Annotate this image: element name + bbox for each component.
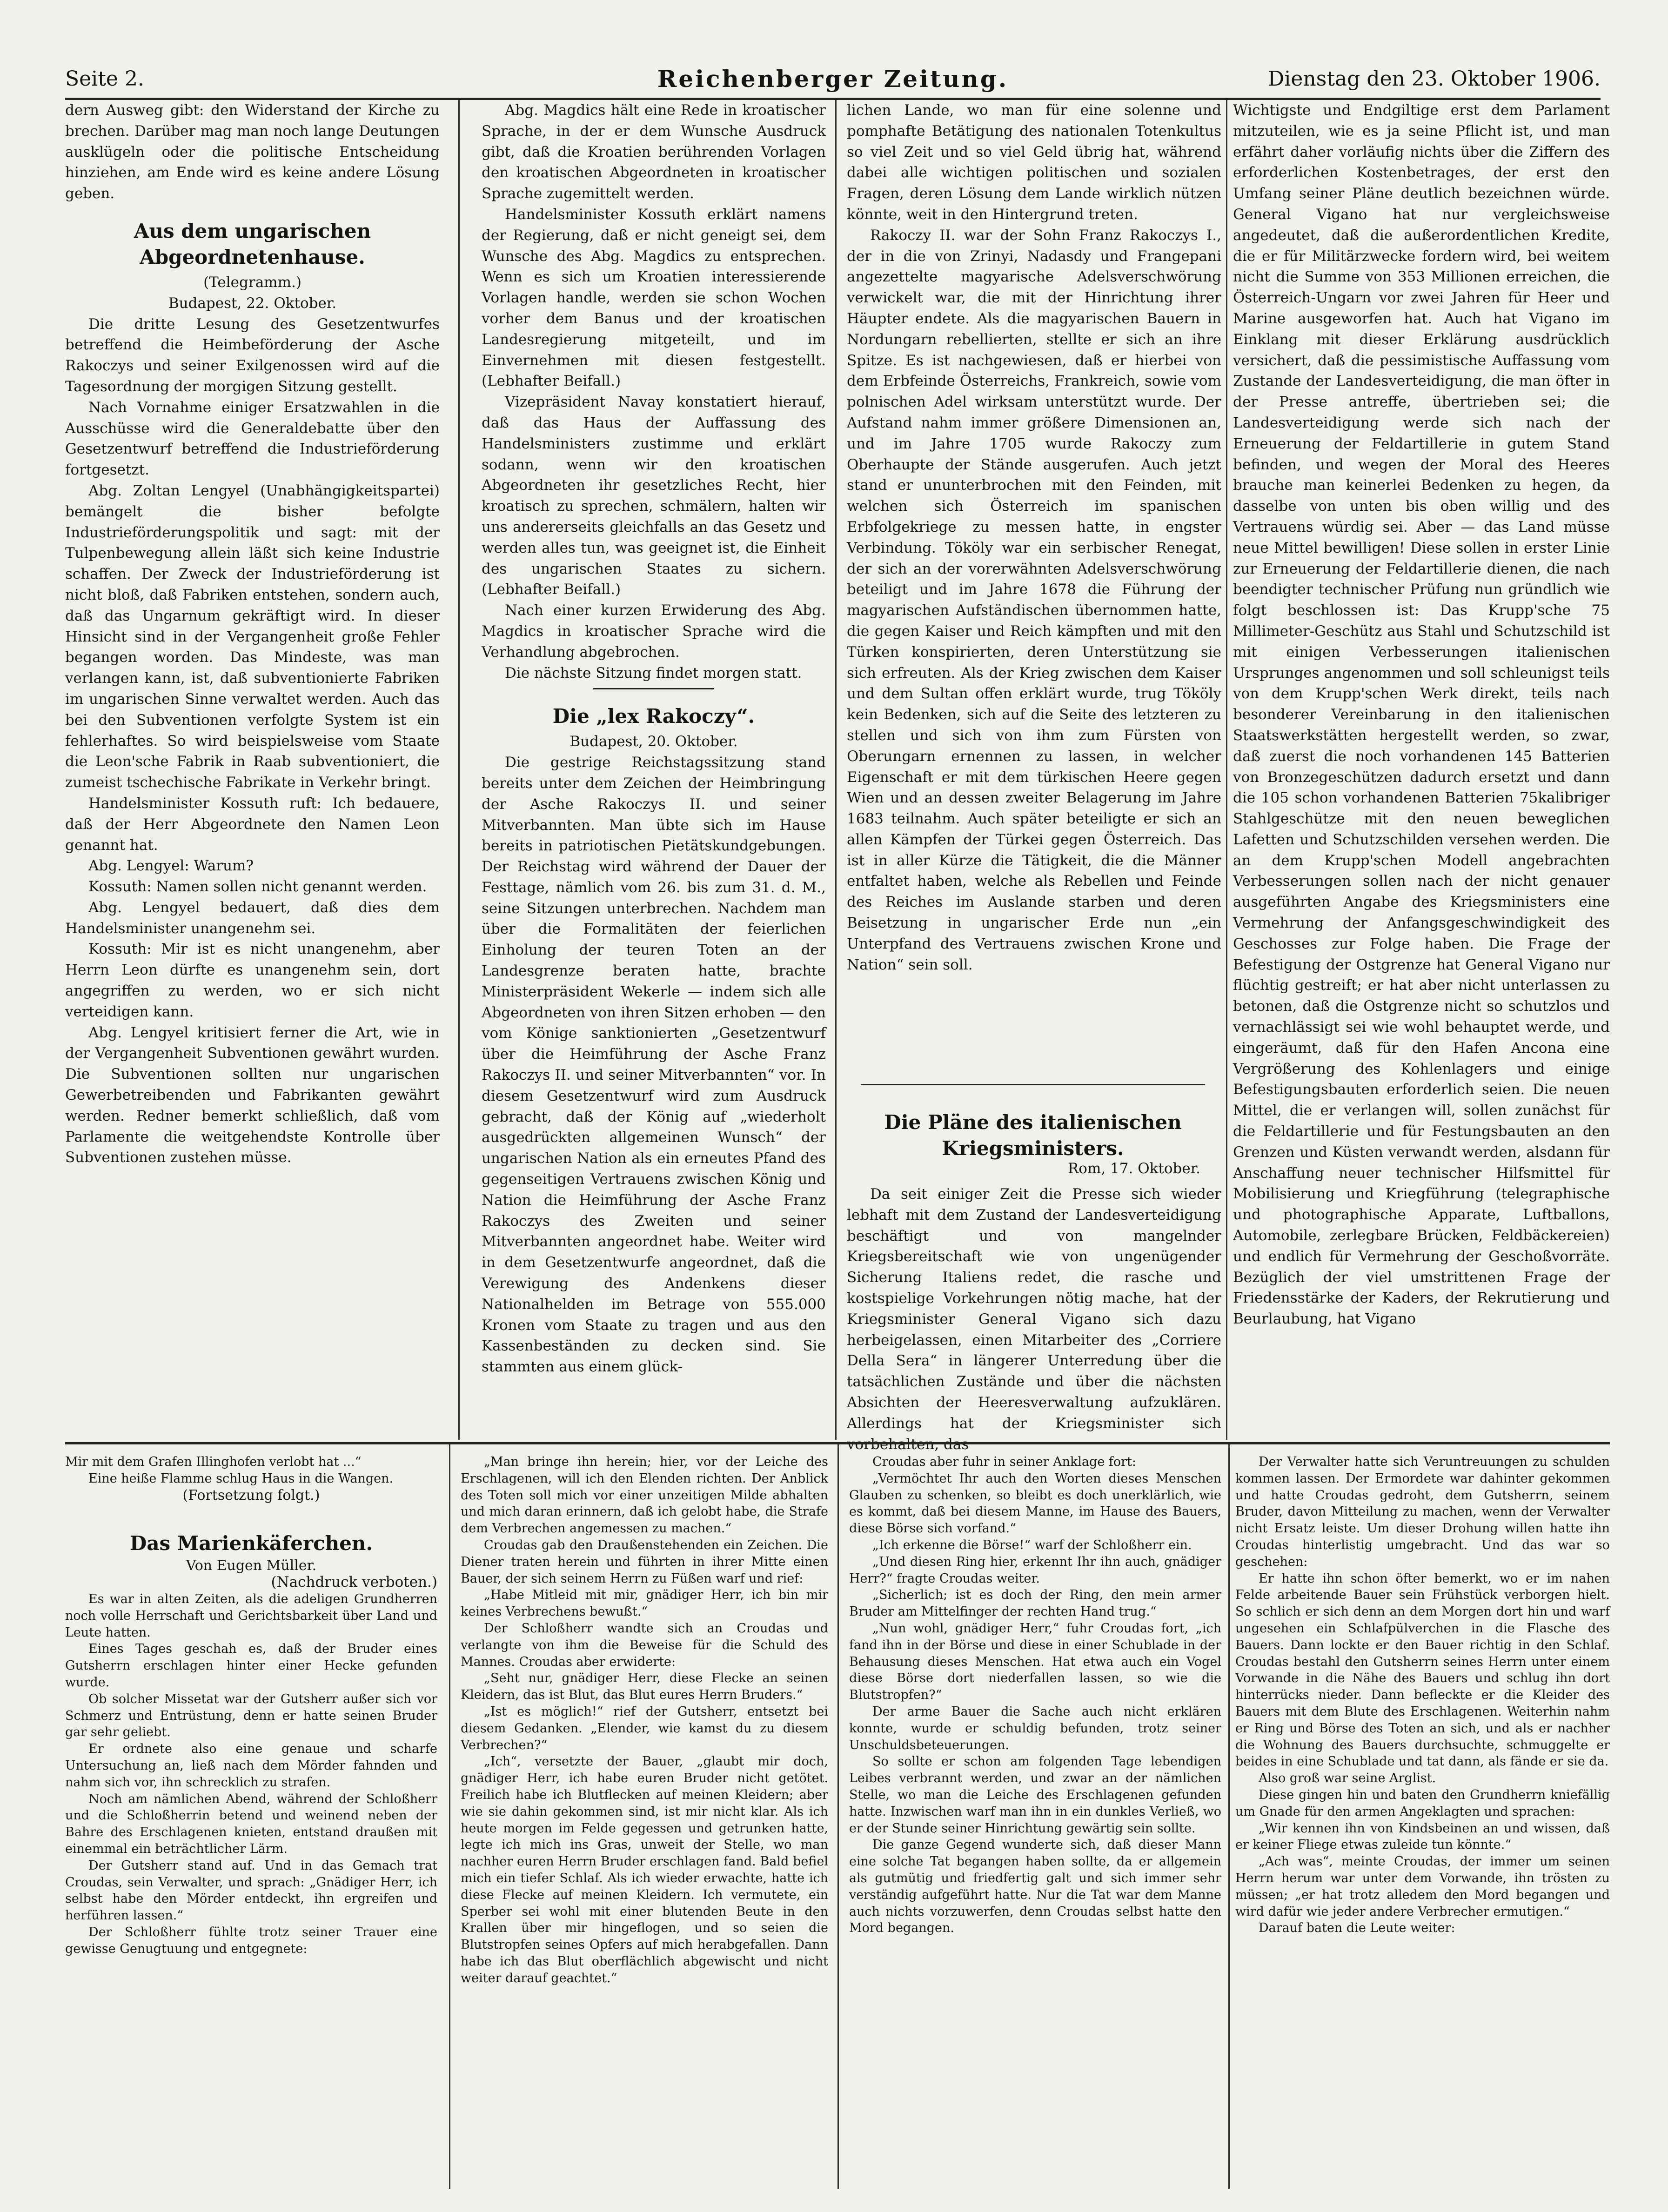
paragraph: „Seht nur, gnädiger Herr, diese Flecke an seinen Kleidern, das ist Blut, das Blut eures Herrn Bruders.“ <box>461 1671 828 1703</box>
paragraph: Darauf baten die Leute weiter: <box>1259 1921 1455 1936</box>
column-1 <box>65 100 440 1440</box>
page-number: Seite 2. <box>65 67 144 91</box>
paragraph: lichen Lande, wo man für eine solenne und pomphafte Betätigung des nationalen Totenkultus so viel Zeit und so viel Geld übrig hat, während dabei alle wichtigen politischen und sozialen Fragen, deren Lösung dem Lande wirklich nützen könnte, weit in den Hintergrund treten. <box>847 102 1221 223</box>
dateline: Budapest, 22. Oktober. <box>168 294 337 312</box>
paragraph: Wichtigste und Endgiltige erst dem Parlament mitzuteilen, wie es ja seine Pflicht ist, und man erfährt daher vorläufig nichts über die Ziffern des erforderlichen Kostenbetrages, der erst den Umfang seiner Pläne deutlich bezeichnen würde. General Vigano hat nur vergleichsweise angedeutet, daß die außerordentlichen Kredite, die er für Militärzwecke fordern wird, bei weitem nicht die Summe von 353 Millionen erreichen, die Österreich-Ungarn vor zwei Jahren für Heer und Marine ausgeworfen hat. Auch hat Vigano im Einklang mit dieser Erklärung ausdrücklich versichert, daß die pessimistische Auffassung vom Zustande der Landesverteidigung, die man öfter in der Presse antreffe, übertrieben sei; die Landesverteidigung werde sich nach der Erneuerung der Feldartillerie in gutem Stand befinden, und wegen der Moral des Heeres brauche man keinerlei Bedenken zu hegen, da dasselbe von unten bis oben willig und des Vertrauens würdig sei. Aber — das Land müsse neue Mittel bewilligen! Diese sollen in erster Linie zur Erneuerung der Feldartillerie dienen, die nach beendigter technischer Prüfung nun gründlich wie folgt beschlossen ist: Das Krupp'sche 75 Millimeter-Geschütz aus Stahl und Schutzschild ist mit einigen Verbesserungen italienischen Ursprunges angenommen und soll schleunigst teils von dem Krupp'schen Werk direkt, teils nach besonderer Vereinbarung in den italienischen Staatswerkstätten hergestellt werden, so zwar, daß zuerst die noch vorhandenen 145 Batterien von Bronzegeschützen dadurch ersetzt und dann die 105 schon vorhandenen Batterien 75kalibriger Stahlgeschütze mit den neuen beweglichen Lafetten und Schutzschilden versehen werden. Die an dem Krupp'schen Modell angebrachten Verbesserungen sollen nach der nicht genauer ausgeführten Angabe des Kriegsministers eine Vermehrung der Anfangsgeschwindigkeit des Geschosses zur Folge haben. Die Frage der Befestigung der Ostgrenze hat General Vigano nur flüchtig gestreift; er hat aber nicht unterlassen zu betonen, daß die Ostgrenze nicht so schutzlos und vernachlässigt sei wie wohl behauptet werde, und eingeräumt, daß für den Hafen Ancona eine Vergrößerung des Kohlenlagers und einige Befestigungsbauten erforderlich seien. Die neuen Mittel, die er verlangen will, sollen zunächst für die Feldartillerie und für Festungsbauten an den Grenzen und Küsten verwandt werden, alsdann für Anschaffung neuer technischer Hilfsmittel für Mobilisierung und Kriegführung (telegraphische und photographische Apparate, Luftballons, Automobile, zerlegbare Brücken, Feldbäckereien) und endlich für Vermehrung der Geschoßvorräte. Bezüglich der viel umstrittenen Frage der Friedensstärke der Kaders, der Rekrutierung und Beurlaubung, hat Vigano <box>1233 102 1610 1328</box>
dateline: Rom, 17. Oktober. <box>1067 1160 1200 1177</box>
column-4 <box>1233 100 1610 1440</box>
column-3-lower <box>847 1184 1221 1453</box>
story-title: Das Marienkäferchen. <box>129 1532 373 1555</box>
paragraph: So sollte er schon am folgenden Tage lebendigen Leibes verbrannt werden, und zwar an der nämlichen Stelle, wo man die Leiche des Erschlagenen gefunden hatte. Inzwischen warf man ihn in ein dunkles Verließ, wo er der Stunde seiner Hinrichtung gewärtig sein sollte. <box>849 1754 1221 1836</box>
story-author: Von Eugen Müller. <box>186 1557 317 1574</box>
dateline: Budapest, 20. Oktober. <box>569 733 738 750</box>
paragraph: „Ach was“, meinte Croudas, der immer um seinen Herrn herum war unter dem Vorwande, ihn trösten zu müssen; „er hat trotz alledem den Mord begangen und wird dafür wie jeder andere Verbrecher ermutigen.“ <box>1235 1854 1610 1919</box>
issue-date: Dienstag den 23. Oktober 1906. <box>1268 67 1601 91</box>
paragraph: Croudas aber fuhr in seiner Anklage fort: <box>872 1455 1136 1469</box>
lower-column-1 <box>65 1454 437 2189</box>
paragraph: „Sicherlich; ist es doch der Ring, den mein armer Bruder am Mittelfinger der rechten Hand trug.“ <box>849 1588 1221 1619</box>
article-headline-lex-rakoczy: Die „lex Rakoczy“. <box>552 705 755 728</box>
paragraph: Die gestrige Reichstagssitzung stand bereits unter dem Zeichen der Heimbringung der Asche Rakoczys II. und seiner Mitverbannten. Man übte sich im Hause bereits in patriotischen Pietätskundgebungen. Der Reichstag wird während der Dauer der Festtage, nämlich vom 26. bis zum 31. d. M., seine Sitzungen unterbrechen. Nachdem man über die Formalitäten der feierlichen Einholung der teuren Toten an der Landesgrenze beraten hatte, brachte Ministerpräsident Wekerle — indem sich alle Abgeordneten von ihren Sitzen erhoben — den vom Könige sanktionierten „Gesetzentwurf über die Heimführung der Asche Franz Rakoczys II. und seiner Mitverbannten“ vor. In diesem Gesetzentwurf wird zum Ausdruck gebracht, daß der König auf „wiederholt ausgedrückten allgemeinen Wunsch“ der ungarischen Nation als ein erneutes Pfand des gegenseitigen Vertrauens zwischen König und Nation die Heimführung der Asche Franz Rakoczys des Zweiten und seiner Mitverbannten angeordnet habe. Weiter wird in dem Gesetzentwurfe angeordnet, daß die Verewigung des Andenkens dieser Nationalhelden im Betrage von 555.000 Kronen vom Staate zu tragen und aus den Kassenbeständen zu decken sind. Sie stammten aus einem glück- <box>482 754 826 1376</box>
paragraph: „Ich“, versetzte der Bauer, „glaubt mir doch, gnädiger Herr, ich habe euren Bruder nicht getötet. Freilich habe ich Blutflecken auf meinen Kleidern; aber wie sie dahin gekommen sind, ist mir nicht klar. Als ich heute morgen im Felde gegessen und getrunken hatte, legte ich mich ins Gras, unweit der Stelle, wo man nachher euren Herrn Bruder erschlagen fand. Bald befiel mich ein tiefer Schlaf. Als ich wieder erwachte, hatte ich diese Flecke auf meinen Kleidern. Ich vermutete, ein Sperber sei wohl mit einer blutenden Beute in den Krallen über mir hingeflogen, und so seien die Blutstropfen seines Opfers auf mich herabgefallen. Dann habe ich das Blut oberflächlich abgewischt und nicht weiter darauf geachtet.“ <box>461 1754 828 1985</box>
paragraph: Er hatte ihn schon öfter bemerkt, wo er im nahen Felde arbeitende Bauer sein Frühstück verborgen hielt. So schlich er sich denn an dem Morgen dort hin und warf ungesehen ein Schlafpülverchen in die Flasche des Bauers. Dann lockte er den Bauer richtig in den Schlaf. Croudas bestahl den Gutsherrn seines Herrn unter einem Vorwande in die Nähe des Bauers und schlug ihn dort hinterrücks nieder. Dann befleckte er die Kleider des Bauers mit dem Blute des Erschlagenen. Weiterhin nahm er Ring und Börse des Toten an sich, und als er nachher die Wohnung des Bauers durchsuchte, schmuggelte er beides in eine Schublade und tat dann, als fände er sie da. <box>1235 1571 1610 1769</box>
paragraph: Nach Vornahme einiger Ersatzwahlen in die Ausschüsse wird die Generaldebatte über den Gesetzentwurf betreffend die Industrieförderung fortgesetzt. <box>65 399 440 479</box>
lower-column-4 <box>1235 1454 1610 2189</box>
article-headline-italien: Die Pläne des italienischen Kriegsministers. <box>884 1111 1182 1160</box>
paragraph: Vizepräsident Navay konstatiert hierauf, daß das Haus der Auffassung des Handelsministers zustimme und erklärt sodann, wenn wir den kroatischen Abgeordneten ihr gesetzliches Recht, hier kroatisch zu sprechen, schmälern, halten wir uns andererseits gleichfalls an das Gesetz und werden alles tun, was geeignet ist, die Einheit des ungarischen Staates zu sichern. (Lebhafter Beifall.) <box>482 394 826 598</box>
paragraph: Die dritte Lesung des Gesetzentwurfes betreffend die Heimbeförderung der Asche Rakoczys und seiner Exilgenossen wird auf die Tagesordnung der morgigen Sitzung gestellt. <box>65 315 440 395</box>
paragraph: „Wir kennen ihn von Kindsbeinen an und wissen, daß er keiner Fliege etwas zuleide tun könnte.“ <box>1235 1821 1610 1852</box>
paragraph: Die ganze Gegend wunderte sich, daß dieser Mann eine solche Tat begangen haben sollte, da er allgemein als gutmütig und friedfertig galt und sich immer sehr verständig aufgeführt hatte. Nur die Tat war dem Manne auch nichts vorzuwerfen, denn Croudas selbst hatte den Mord begangen. <box>849 1838 1221 1936</box>
paragraph: Ob solcher Missetat war der Gutsherr außer sich vor Schmerz und Entrüstung, denn er hatte seinen Bruder gar sehr geliebt. <box>65 1691 437 1740</box>
section-rule <box>861 1084 1205 1085</box>
paragraph: Kossuth: Namen sollen nicht genannt werden. <box>88 878 427 895</box>
paragraph: Rakoczy II. war der Sohn Franz Rakoczys I., der in die von Zrinyi, Nadasdy und Frangepani angezettelte magyarische Adelsverschwörung verwickelt war, die mit der Hinrichtung ihrer Häupter endete. Als die magyarischen Bauern in Nordungarn rebellierten, stellte er sich an ihre Spitze. Es ist nachgewiesen, daß er hierbei von dem Erbfeinde Österreichs, Frankreich, sowie vom polnischen Adel wirksam unterstützt wurde. Der Aufstand nahm immer größere Dimensionen an, und im Jahre 1705 wurde Rakoczy zum Oberhaupte der Stände ausgerufen. Auch jetzt stand er ununterbrochen mit den Feinden, mit welchen sich Österreich im spanischen Erbfolgekriege zu messen hatte, in engster Verbindung. Tököly war ein serbischer Renegat, der sich an der vorerwähnten Adelsverschwörung beteiligt und im Jahre 1678 die Führung der magyarischen Aufständischen übernommen hatte, die gegen Kaiser und Reich kämpften und mit den Türken konspirierten, deren Unterstützung sie sich erfreuten. Als der Krieg zwischen dem Kaiser und dem Sultan offen erklärt wurde, trug Tököly kein Bedenken, sich auf die Seite des letzteren zu stellen und sich von ihm zum Fürsten von Oberungarn ernennen zu lassen, in welcher Eigenschaft er mit dem türkischen Heere gegen Wien und an dessen zweiter Belagerung im Jahre 1683 teilnahm. Auch später beteiligte er sich an allen Kämpfen der Türkei gegen Österreich. Das ist in aller Kürze die Tätigkeit, die die Männer entfaltet haben, welche als Rebellen und Feinde des Reiches im Auslande starben und deren Beisetzung in ungarischer Erde nun „ein Unterpfand des Vertrauens zwischen Krone und Nation“ sein soll. <box>847 227 1221 973</box>
paragraph: Croudas gab den Draußenstehenden ein Zeichen. Die Diener traten herein und führten in ihrer Mitte einen Bauer, der sich seinem Herrn zu Füßen warf und rief: <box>461 1537 828 1586</box>
paragraph: Der Verwalter hatte sich Veruntreuungen zu schulden kommen lassen. Der Ermordete war dahinter gekommen und hatte Croudas gedroht, dem Gutsherrn, seinem Bruder, davon Mitteilung zu machen, wenn der Verwalter nicht Ersatz leiste. Um dieser Drohung willen hatte ihn Croudas hinterlistig umgebracht. Und das war so geschehen: <box>1235 1455 1610 1569</box>
paragraph: Da seit einiger Zeit die Presse sich wieder lebhaft mit dem Zustand der Landesverteidigung beschäftigt und von mangelnder Kriegsbereitschaft wie von ungenügender Sicherung Italiens redet, die rasche und kostspielige Vorkehrungen nötig mache, hat der Kriegsminister General Vigano sich dazu herbeigelassen, einen Mitarbeiter des „Corriere Della Sera“ in längerer Unterredung über die tatsächlichen Zustände und über die nächsten Absichten der Heeresverwaltung aufzuklären. Allerdings hat der Kriegsminister sich vorbehalten, das <box>847 1186 1221 1453</box>
paragraph: „Ist es möglich!“ rief der Gutsherr, entsetzt bei diesem Gedanken. „Elender, wie kamst du zu diesem Verbrechen?“ <box>461 1704 828 1752</box>
paragraph: Eine heiße Flamme schlug Haus in die Wangen. <box>88 1471 394 1486</box>
paragraph: Nach einer kurzen Erwiderung des Abg. Magdics in kroatischer Sprache wird die Verhandlung abgebrochen. <box>482 602 826 661</box>
column-divider <box>1228 1444 1230 2189</box>
lower-column-2 <box>461 1454 828 2189</box>
paragraph: Handelsminister Kossuth erklärt namens der Regierung, daß er nicht geneigt sei, dem Wunsche des Abg. Magdics zu entsprechen. Wenn es sich um Kroatien interessierende Vorlagen handle, werden sie schon Wochen vorher dem Banus und der kroatischen Landesregierung mitgeteilt, und im Einvernehmen mit diesen festgestellt. (Lebhafter Beifall.) <box>482 206 826 390</box>
column-divider <box>837 1444 839 2189</box>
paragraph: Abg. Zoltan Lengyel (Unabhängigkeitspartei) bemängelt die bisher befolgte Industrieförderungspolitik und sagt: mit der Tulpenbewegung allein läßt sich keine Industrie schaffen. Der Zweck der Industrieförderung ist nicht bloß, daß Fabriken entstehen, sondern auch, daß das Ungarnum gekräftigt wird. In dieser Hinsicht sind in der Vergangenheit große Fehler begangen worden. Das Mindeste, was man verlangen kann, ist, daß subventionierte Fabriken im ungarischen Sinne verwaltet werden. Auch das bei den Subventionen verfolgte System ist ein fehlerhaftes. So wird beispielsweise vom Staate die Leon'sche Fabrik in Raab subventioniert, die zumeist tschechische Fabrikate in Verkehr bringt. <box>65 482 440 791</box>
paragraph: Noch am nämlichen Abend, während der Schloßherr und die Schloßherrin betend und weinend neben der Bahre des Erschlagenen knieten, entstand draußen mit einemmal ein beträchtlicher Lärm. <box>65 1791 437 1856</box>
paragraph: Der Gutsherr stand auf. Und in das Gemach trat Croudas, sein Verwalter, und sprach: „Gnädiger Herr, ich selbst habe den Mörder entdeckt, ihn ergreifen und herführen lassen.“ <box>65 1858 437 1923</box>
column-divider <box>1226 100 1227 1440</box>
reprint-note: (Nachdruck verboten.) <box>271 1574 437 1591</box>
paragraph: Es war in alten Zeiten, als die adeligen Grundherren noch volle Herrschaft und Gerichtsbarkeit über Land und Leute hatten. <box>65 1591 437 1640</box>
paragraph: Eines Tages geschah es, daß der Bruder eines Gutsherrn erschlagen hinter einer Hecke gefunden wurde. <box>65 1642 437 1690</box>
column-divider <box>835 100 837 1440</box>
paragraph: Abg. Magdics hält eine Rede in kroatischer Sprache, in der er dem Wunsche Ausdruck gibt, daß die Kroatien berührenden Vorlagen den kroatischen Abgeordneten in kroatischer Sprache zugemittelt werden. <box>482 102 826 202</box>
paragraph: Abg. Lengyel: Warum? <box>88 857 254 875</box>
continuation-note: (Fortsetzung folgt.) <box>182 1487 320 1504</box>
telegram-label: (Telegramm.) <box>203 274 301 291</box>
paragraph: Der Schloßherr fühlte trotz seiner Trauer eine gewisse Genugtuung und entgegnete: <box>65 1925 437 1956</box>
lower-column-3 <box>849 1454 1221 2189</box>
newspaper-title: Reichenberger Zeitung. <box>657 65 1009 93</box>
paragraph: Diese gingen hin und baten den Grundherrn kniefällig um Gnade für den armen Angeklagten und sprachen: <box>1235 1787 1610 1819</box>
paragraph: „Ich erkenne die Börse!“ warf der Schloßherr ein. <box>872 1537 1192 1552</box>
paragraph: „Man bringe ihn herein; hier, vor der Leiche des Erschlagenen, will ich den Elenden richten. Der Anblick des Toten soll mich vor einer unzeitigen Milde abhalten und mich daran erinnern, daß ich gelobt habe, die Strafe dem Verbrechen angemessen zu machen.“ <box>461 1455 828 1536</box>
column-divider <box>449 1444 450 2189</box>
section-rule <box>593 688 714 689</box>
paragraph: Er ordnete also eine genaue und scharfe Untersuchung an, ließ nach dem Mörder fahnden und nahm sich vor, ihn schrecklich zu strafen. <box>65 1742 437 1790</box>
paragraph: Also groß war seine Arglist. <box>1259 1771 1436 1786</box>
continued-text: dern Ausweg gibt: den Widerstand der Kirche zu brechen. Darüber mag man noch lange Deutungen ausklügeln oder die politische Entscheidung hinziehen, am Ende wird es keine andere Lösung geben. <box>65 102 440 202</box>
paragraph: Handelsminister Kossuth ruft: Ich bedauere, daß der Herr Abgeordnete den Namen Leon genannt hat. <box>65 795 440 854</box>
paragraph: Kossuth: Mir ist es nicht unangenehm, aber Herrn Leon dürfte es unangenehm sein, dort angegriffen zu werden, wo er sich nicht verteidigen kann. <box>65 941 440 1020</box>
paragraph: Der arme Bauer die Sache auch nicht erklären konnte, wurde er schuldig befunden, trotz seiner Unschuldsbeteuerungen. <box>849 1704 1221 1752</box>
paragraph: „Und diesen Ring hier, erkennt Ihr ihn auch, gnädiger Herr?“ fragte Croudas weiter. <box>849 1554 1221 1586</box>
paragraph: „Habe Mitleid mit mir, gnädiger Herr, ich bin mir keines Verbrechens bewußt.“ <box>461 1588 828 1619</box>
article-headline-ungarisch: Aus dem ungarischen Abgeordnetenhause. <box>134 219 371 268</box>
masthead <box>65 65 1601 100</box>
column-3 <box>847 100 1221 984</box>
paragraph: „Nun wohl, gnädiger Herr,“ fuhr Croudas fort, „ich fand ihn in der Börse und diese in einer Schublade in der Behausung dieses Menschen. Hat etwa auch ein Vogel diese Börse dort niederfallen lassen, so wie die Blutstropfen?“ <box>849 1621 1221 1703</box>
paragraph: Die nächste Sitzung findet morgen statt. <box>505 664 802 682</box>
column-divider <box>458 100 460 1440</box>
paragraph: Mir mit dem Grafen Illinghofen verlobt hat ...“ <box>65 1455 362 1469</box>
paragraph: Der Schloßherr wandte sich an Croudas und verlangte von ihm die Beweise für die Schuld des Mannes. Croudas aber erwiderte: <box>461 1621 828 1669</box>
paragraph: „Vermöchtet Ihr auch den Worten dieses Menschen Glauben zu schenken, so bleibt es doch unerklärlich, wie es kommt, daß bei diesem Manne, im Hause des Bauers, diese Börse sich vorfand.“ <box>849 1471 1221 1536</box>
paragraph: Abg. Lengyel kritisiert ferner die Art, wie in der Vergangenheit Subventionen gewährt wurden. Die Subventionen sollten nur ungarischen Gewerbetreibenden und Fabrikanten gewährt werden. Redner bemerkt schließlich, daß vom Parlamente die weitgehendste Kontrolle über Subventionen zustehen müsse. <box>65 1024 440 1166</box>
paragraph: Abg. Lengyel bedauert, daß dies dem Handelsminister unangenehm sei. <box>65 899 440 937</box>
column-2 <box>482 100 826 1440</box>
